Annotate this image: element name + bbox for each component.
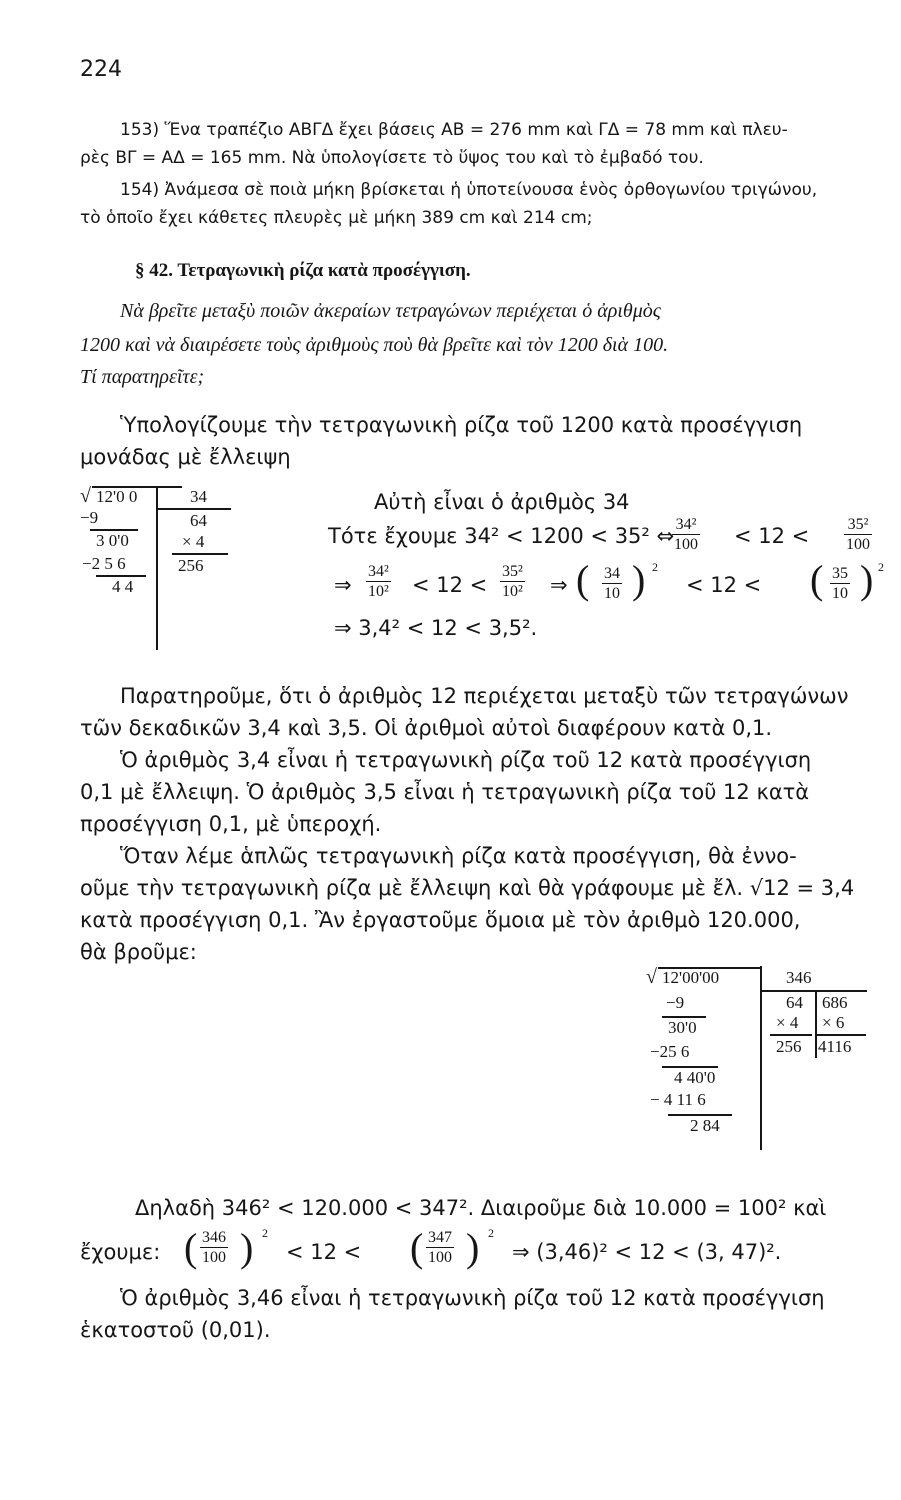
explain-line2-b: < 12 < xyxy=(734,524,810,548)
para-line2: τῶν δεκαδικῶν 3,4 καὶ 3,5. Οἱ ἀριθμοὶ αὐτοὶ διαφέρουν κατὰ 0,1. xyxy=(80,716,773,740)
calc-divider xyxy=(760,966,762,1150)
root-result: 346 xyxy=(786,968,812,987)
trial-step: 256 xyxy=(776,1037,802,1056)
left-paren: ( xyxy=(576,557,590,602)
calc-step: 2 84 xyxy=(690,1116,720,1135)
calc-step: −9 xyxy=(666,993,685,1012)
exponent: 2 xyxy=(652,560,658,574)
exponent: 2 xyxy=(488,1226,494,1240)
trial-step: × 4 xyxy=(182,532,205,551)
calc-step: 30'0 xyxy=(668,1018,697,1037)
calc-step: −9 xyxy=(80,508,99,527)
trial-step: 686 xyxy=(822,993,848,1012)
calc-step: 3 0'0 xyxy=(96,531,129,550)
radicand: 12'00'00 xyxy=(662,968,720,987)
conclusion-tail: ⇒ (3,46)² < 12 < (3, 47)². xyxy=(512,1240,782,1264)
fraction: $\frac{\text{35²}}{\text{10²}}$ xyxy=(502,563,523,600)
para-line9: θὰ βροῦμε: xyxy=(80,940,197,964)
implies-arrow: ⇒ xyxy=(334,573,352,597)
calc-rule xyxy=(172,553,228,555)
problem-line3: Τί παρατηρεῖτε; xyxy=(80,366,205,388)
right-paren: ) xyxy=(240,1225,254,1270)
conclusion-line2-a: ἔχουμε: xyxy=(80,1240,161,1264)
calc-step: −2 5 6 xyxy=(82,554,126,573)
calc-divider xyxy=(156,486,158,650)
para-line4: 0,1 μὲ ἔλλειψη. Ὁ ἀριθμὸς 3,5 εἶναι ἡ τετραγωνικὴ ρίζα τοῦ 12 κατὰ xyxy=(80,780,810,804)
exponent: 2 xyxy=(878,560,884,574)
right-paren: ) xyxy=(632,557,646,602)
radical-sign: √ xyxy=(646,966,657,988)
calc-rule xyxy=(816,1034,866,1036)
radical-sign: √ xyxy=(80,485,91,507)
radicand: 12'0 0 xyxy=(96,487,138,506)
calc-rule xyxy=(157,508,231,510)
intro-line2: μονάδας μὲ ἔλλειψη xyxy=(80,445,291,469)
calc-divider xyxy=(815,992,817,1058)
fraction: $\frac{\text{34²}}{\text{10²}}$ xyxy=(368,563,389,600)
problem-line2: 1200 καὶ νὰ διαιρέσετε τοὺς ἀριθμοὺς ποὺ θὰ βρεῖτε καὶ τὸν 1200 διὰ 100. xyxy=(80,334,669,356)
left-paren: ( xyxy=(410,1225,424,1270)
para-line5: προσέγγιση 0,1, μὲ ὑπεροχή. xyxy=(80,812,382,836)
calc-step: 4 40'0 xyxy=(674,1068,716,1087)
para-line7: οῦμε τὴν τετραγωνικὴ ρίζα μὲ ἔλλειψη καὶ θὰ γράφουμε μὲ ἔλ. √12 = 3,4 xyxy=(80,876,855,900)
fraction: $\frac{35}{10}$ xyxy=(832,565,848,602)
problem-line1: Νὰ βρεῖτε μεταξὺ ποιῶν ἀκεραίων τετραγώνων περιέχεται ὁ ἀριθμὸς xyxy=(120,300,661,322)
calc-rule xyxy=(770,1034,812,1036)
trial-step: 4116 xyxy=(818,1037,852,1056)
inequality: < 12 < xyxy=(412,573,488,597)
fraction: $\frac{\text{35²}}{100}$ xyxy=(846,516,870,553)
para-line3: Ὁ ἀριθμὸς 3,4 εἶναι ἡ τετραγωνικὴ ρίζα τοῦ 12 κατὰ προσέγγιση xyxy=(120,748,812,772)
calc-step: 4 4 xyxy=(112,577,134,596)
left-paren: ( xyxy=(810,557,824,602)
right-paren: ) xyxy=(466,1225,480,1270)
conclusion-line1: Δηλαδὴ 346² < 120.000 < 347². Διαιροῦμε διὰ 10.000 = 100² καὶ xyxy=(135,1196,827,1220)
explain-line4: ⇒ 3,4² < 12 < 3,5². xyxy=(334,616,538,640)
exponent: 2 xyxy=(262,1226,268,1240)
exercise-154-line2: τὸ ὁποῖο ἔχει κάθετες πλευρὲς μὲ μήκη 389 cm καὶ 214 cm; xyxy=(80,208,593,228)
calc-step: −25 6 xyxy=(650,1042,690,1061)
trial-step: 64 xyxy=(786,993,803,1012)
conclusion-line4: ἑκατοστοῦ (0,01). xyxy=(80,1318,271,1342)
trial-step: × 6 xyxy=(822,1013,845,1032)
calc-step: − 4 11 6 xyxy=(650,1090,706,1109)
conclusion-line3: Ὁ ἀριθμὸς 3,46 εἶναι ἡ τετραγωνικὴ ρίζα τοῦ 12 κατὰ προσέγγιση xyxy=(120,1286,825,1310)
right-paren: ) xyxy=(860,557,874,602)
inequality: < 12 < xyxy=(286,1240,362,1264)
fraction: $\frac{34}{10}$ xyxy=(604,565,620,602)
para-line6: Ὅταν λέμε ἁπλῶς τετραγωνικὴ ρίζα κατὰ προσέγγιση, θὰ ἐννο- xyxy=(120,844,797,868)
para-line1: Παρατηροῦμε, ὅτι ὁ ἀριθμὸς 12 περιέχεται μεταξὺ τῶν τετραγώνων xyxy=(120,684,849,708)
trial-step: × 4 xyxy=(776,1013,799,1032)
trial-step: 64 xyxy=(190,511,207,530)
exercise-153-line2: ρὲς ΒΓ = ΑΔ = 165 mm. Νὰ ὑπολογίσετε τὸ ὕψος του καὶ τὸ ἐμβαδό του. xyxy=(80,148,704,168)
explain-line2-a: Τότε ἔχουμε 34² < 1200 < 35² ⇔ xyxy=(328,524,675,548)
fraction: $\frac{346}{100}$ xyxy=(202,1229,226,1266)
fraction: $\frac{347}{100}$ xyxy=(428,1229,452,1266)
intro-line1: Ὑπολογίζουμε τὴν τετραγωνικὴ ρίζα τοῦ 1200 κατὰ προσέγγιση xyxy=(120,413,803,437)
calc-rule xyxy=(761,990,867,992)
section-title: § 42. Τετραγωνικὴ ρίζα κατὰ προσέγγιση. xyxy=(135,260,471,281)
para-line8: κατὰ προσέγγιση 0,1. Ἂν ἐργαστοῦμε ὅμοια μὲ τὸν ἀριθμὸ 120.000, xyxy=(80,908,801,932)
exercise-154-line1: 154) Ἀνάμεσα σὲ ποιὰ μήκη βρίσκεται ἡ ὑποτείνουσα ἑνὸς ὀρθογωνίου τριγώνου, xyxy=(120,180,818,200)
fraction: $\frac{\text{34²}}{100}$ xyxy=(674,516,698,553)
left-paren: ( xyxy=(184,1225,198,1270)
page-number: 224 xyxy=(80,57,122,82)
implies-arrow: ⇒ xyxy=(550,573,568,597)
exercise-153-line1: 153) Ἕνα τραπέζιο ΑΒΓΔ ἔχει βάσεις ΑΒ = 276 mm καὶ ΓΔ = 78 mm καὶ πλευ- xyxy=(120,120,788,140)
inequality: < 12 < xyxy=(686,573,762,597)
trial-step: 256 xyxy=(178,556,204,575)
explain-line1: Αὐτὴ εἶναι ὁ ἀριθμὸς 34 xyxy=(374,490,630,514)
root-result: 34 xyxy=(190,487,207,506)
